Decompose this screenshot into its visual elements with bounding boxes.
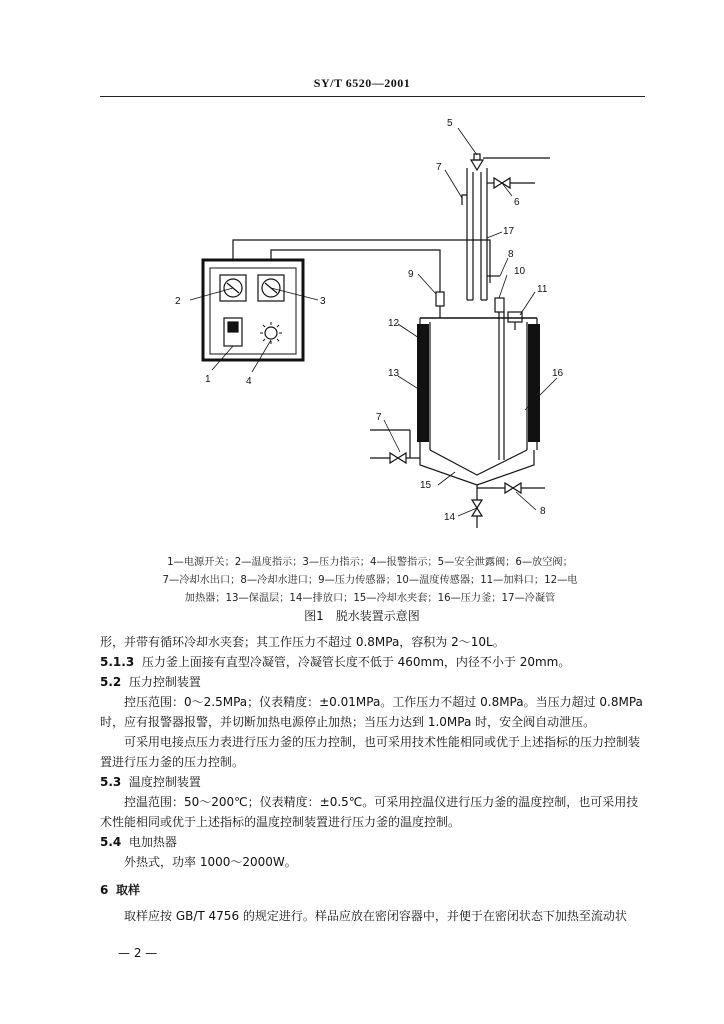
section-5-2-number: 5.2 [100, 675, 122, 689]
section-6-number: 6 [100, 883, 109, 897]
callout-6: 6 [514, 197, 520, 208]
callout-15: 15 [420, 480, 432, 491]
callout-12: 12 [388, 318, 400, 329]
section-5-4-title: 电加热器 [128, 835, 177, 849]
callout-7-top: 7 [436, 162, 442, 173]
body-continuation [100, 632, 645, 926]
callout-17: 17 [503, 226, 515, 237]
callout-10: 10 [514, 266, 526, 277]
section-5-3-number: 5.3 [100, 775, 122, 789]
figure-caption-line-2: 7—冷却水出口；8—冷却水进口；9—压力传感器；10—温度传感器；11—加料口；12—电 [162, 575, 578, 586]
figure-title: 图1 脱水装置示意图 [304, 609, 420, 623]
cooling-water-jacket [420, 450, 534, 485]
callout-7-bottom: 7 [376, 412, 382, 423]
coolant-outlet-valve [370, 430, 420, 463]
section-5-3-paragraph: 控温范围：50～200℃；仪表精度：±0.5℃。可采用控温仪进行压力釜的温度控制，也可采用技术性能相同或优于上述指标的温度控制装置进行压力釜的温度控制。 [100, 795, 639, 829]
section-5-2-heading [100, 672, 645, 692]
callout-1: 1 [205, 374, 211, 385]
callout-3: 3 [320, 296, 326, 307]
safety-relief-valve [471, 160, 483, 170]
section-5-3-title: 温度控制装置 [128, 775, 201, 789]
pressure-vessel [420, 318, 537, 450]
section-5-1-3 [100, 652, 645, 672]
condenser-tube [467, 168, 487, 300]
section-5-2-paragraph-1: 控压范围：0～2.5MPa；仪表精度：±0.01MPa。工作压力不超过 0.8MPa。当压力超过 0.8MPa时，应有报警器报警，并切断加热电源停止加热；当压力达到 1.0MPa 时，安全阀自动泄压。 [100, 695, 643, 729]
section-5-4-paragraph: 外热式，功率 1000～2000W。 [124, 855, 297, 869]
callout-13: 13 [388, 368, 400, 379]
section-6-heading [100, 880, 645, 900]
section-5-2-title: 压力控制装置 [128, 675, 201, 689]
coolant-inlet-valve [477, 483, 545, 493]
pressure-sensor [436, 292, 444, 306]
insulation-layer [528, 324, 540, 442]
section-6-title: 取样 [116, 883, 141, 897]
section-5-3-heading [100, 772, 645, 792]
callout-8-top: 8 [508, 249, 514, 260]
vent-valve [487, 178, 535, 188]
section-5-4-number: 5.4 [100, 835, 122, 849]
callout-16: 16 [552, 368, 564, 379]
control-box [203, 260, 303, 360]
section-5-4-heading [100, 832, 645, 852]
callout-2: 2 [175, 296, 181, 307]
callout-14: 14 [444, 512, 456, 523]
figure-caption-line-3: 加热器；13—保温层；14—排放口；15—冷却水夹套；16—压力釜；17—冷凝管 [184, 593, 556, 604]
callout-11: 11 [537, 284, 548, 295]
section-5-1-3-text: 压力釜上面接有直型冷凝管，冷凝管长度不低于 460mm，内径不小于 20mm。 [141, 655, 571, 669]
feed-port [508, 312, 522, 322]
section-5-1-3-number: 5.1.3 [100, 655, 135, 669]
electric-heater [417, 324, 429, 442]
temperature-sensor [495, 298, 504, 312]
section-5-2-paragraph-2: 可采用电接点压力表进行压力釜的压力控制，也可采用技术性能相同或优于上述指标的压力控制装置进行压力釜的压力控制。 [100, 735, 641, 769]
discharge-valve [472, 485, 482, 528]
callout-4: 4 [246, 376, 252, 387]
callout-5: 5 [447, 118, 453, 129]
page-number: — 2 — [118, 946, 158, 960]
body-line-1: 形，并带有循环冷却水夹套；其工作压力不超过 0.8MPa，容积为 2～10L。 [100, 635, 505, 649]
figure-caption-line-1: 1—电源开关；2—温度指示；3—压力指示；4—报警指示；5—安全泄露阀；6—放空阀； [167, 557, 573, 568]
standard-code-header: SY/T 6520—2001 [313, 76, 411, 90]
callout-8-bottom: 8 [540, 506, 546, 517]
section-6-paragraph: 取样应按 GB/T 4756 的规定进行。样品应放在密闭容器中，并便于在密闭状态下加热至流动状 [124, 909, 627, 923]
callout-9: 9 [408, 269, 414, 280]
